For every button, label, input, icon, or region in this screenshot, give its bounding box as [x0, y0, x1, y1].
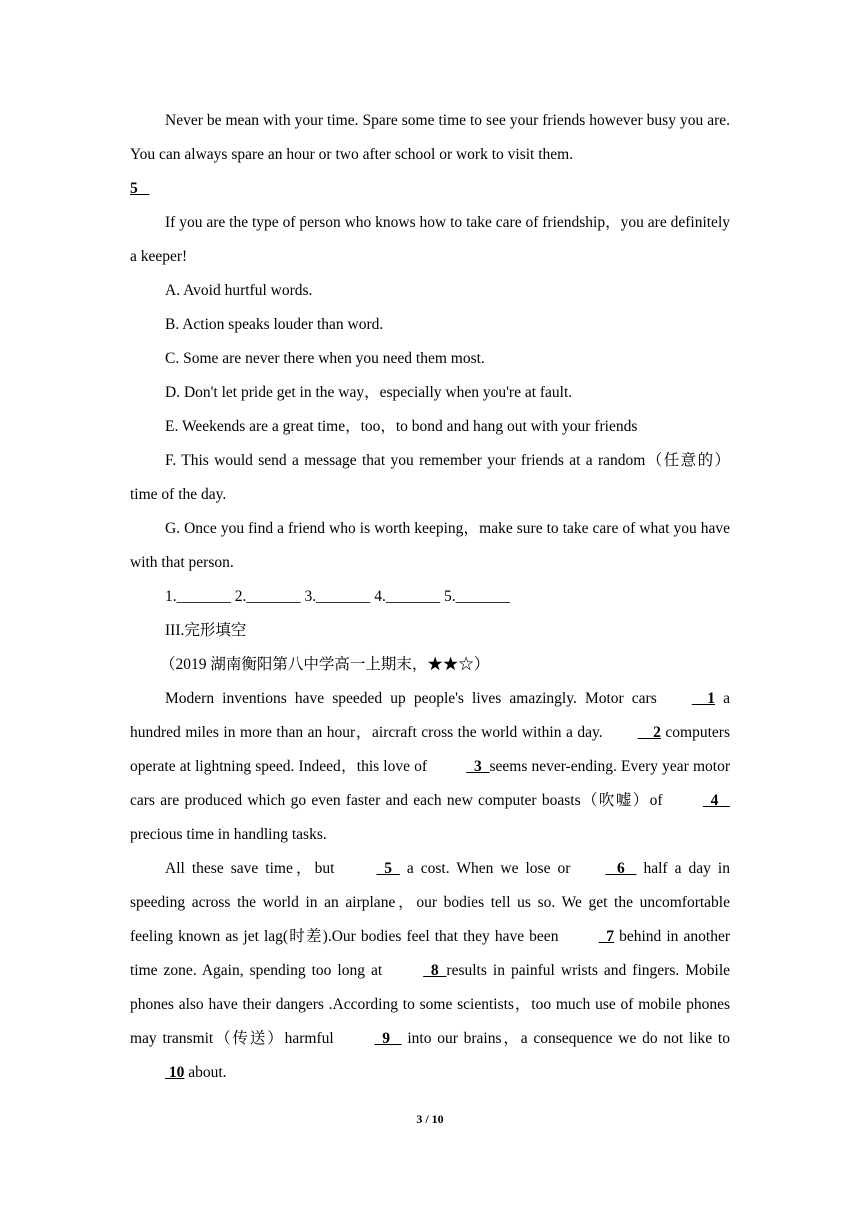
option-a: A. Avoid hurtful words.: [165, 282, 313, 299]
option-e: E. Weekends are a great time，too，to bond and hang out with your friends: [165, 418, 638, 435]
cloze-paragraph-2: [130, 852, 730, 1090]
cloze-text: a cost. When we lose or: [399, 860, 571, 877]
answer-line: [130, 580, 730, 614]
option-d: D. Don't let pride get in the way，especially when you're at fault.: [165, 384, 573, 401]
cloze-text: into our brains，a consequence we do not like to: [401, 1030, 730, 1047]
cloze-text: about.: [184, 1064, 227, 1081]
cloze-blank-2: 2: [637, 724, 661, 741]
cloze-blank-8: 8: [423, 962, 447, 979]
passage-paragraph-2: [130, 206, 730, 274]
page-number: 3 / 10: [416, 1112, 444, 1126]
document-body: [130, 104, 730, 1090]
cloze-text: seems never-ending. Every year motor cars are produced which go even faster and each new computer boasts（吹嘘）of: [130, 758, 730, 809]
cloze-paragraph-1: [130, 682, 730, 852]
passage-paragraph-1: [130, 104, 730, 172]
option-c: C. Some are never there when you need them most.: [165, 350, 485, 367]
cloze-blank-9: 9: [374, 1030, 402, 1047]
option-g: G. Once you find a friend who is worth keeping，make sure to take care of what you have with that person.: [130, 520, 730, 571]
cloze-blank-4: 4: [702, 792, 730, 809]
blank-5: 5: [130, 180, 150, 197]
cloze-blank-6: 6: [605, 860, 637, 877]
option-b: B. Action speaks louder than word.: [165, 316, 384, 333]
paragraph-text: If you are the type of person who knows how to take care of friendship，you are definitely a keeper!: [130, 214, 730, 265]
cloze-blank-7: 7: [598, 928, 615, 945]
cloze-text: computers operate at lightning speed. Indeed，this love of: [130, 724, 730, 775]
cloze-blank-10: 10: [165, 1064, 185, 1081]
cloze-blank-5: 5: [376, 860, 400, 877]
cloze-text: Modern inventions have speeded up people's lives amazingly. Motor cars: [165, 690, 657, 707]
cloze-text: behind in another time zone. Again, spending too long at: [130, 928, 730, 979]
cloze-text: a hundred miles in more than an hour，aircraft cross the world within a day.: [130, 690, 730, 741]
cloze-blank-1: 1: [691, 690, 716, 707]
section-heading: III.完形填空: [165, 622, 247, 639]
cloze-text: precious time in handling tasks.: [130, 826, 327, 843]
option-f: F. This would send a message that you remember your friends at a random（任意的）time of the day.: [130, 452, 730, 503]
cloze-text: results in painful wrists and fingers. Mobile phones also have their dangers .According to some scientists，too much use of mobile phones may transmit（传送）harmful: [130, 962, 731, 1047]
answer-blanks: 1._______ 2._______ 3._______ 4._______ 5._______: [165, 588, 510, 605]
cloze-text: half a day in speeding across the world in an airplane，our bodies tell us so. We get the uncomfortable feeling known as jet lag(时差).Our bodies feel that they have been: [130, 860, 730, 945]
cloze-blank-3: 3: [466, 758, 490, 775]
paragraph-text: Never be mean with your time. Spare some time to see your friends however busy you are. You can always spare an hour or two after school or work to visit them.: [130, 112, 730, 163]
section-source: （2019 湖南衡阳第八中学高一上期末，★★☆）: [160, 656, 490, 673]
cloze-text: All these save time，but: [165, 860, 342, 877]
